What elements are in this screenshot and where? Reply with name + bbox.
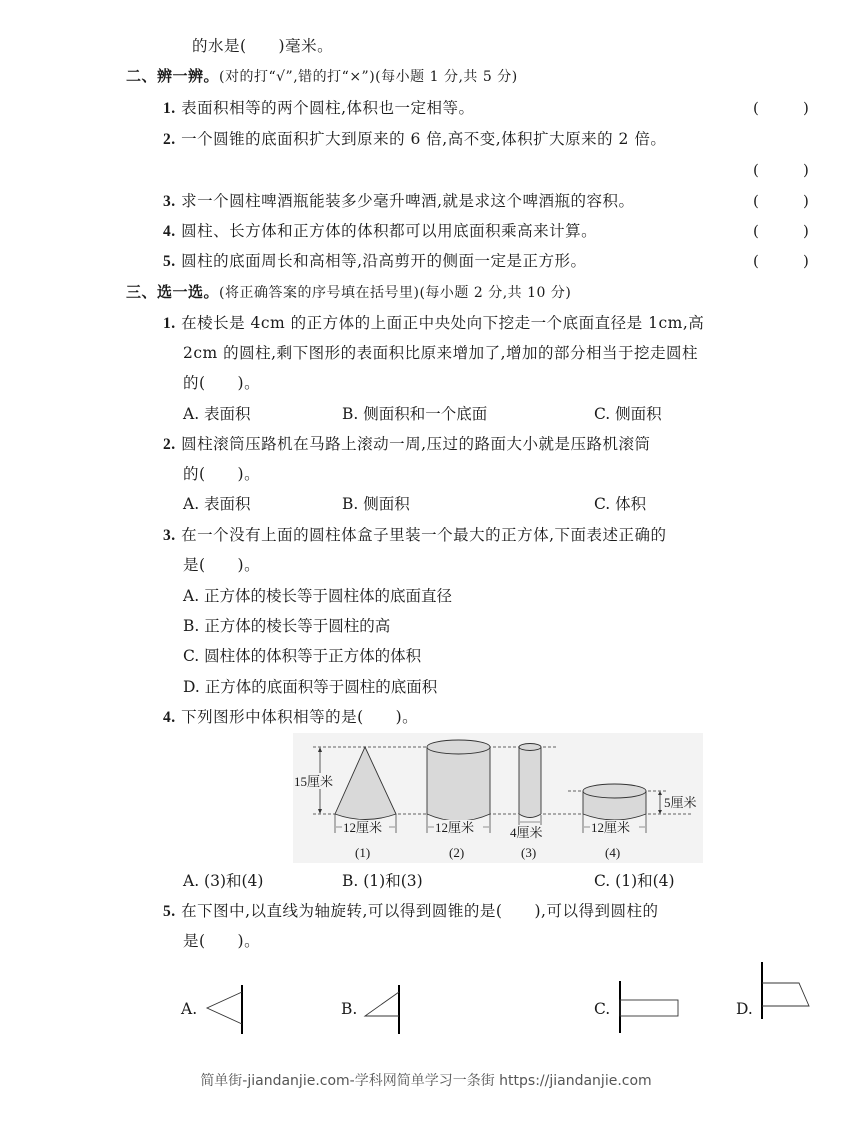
q2-option-b[interactable]: B. 侧面积 [342, 495, 410, 513]
item-number: 1. [163, 100, 176, 117]
section-3-heading [126, 282, 571, 303]
q5-figure-b-label[interactable]: B. [341, 1000, 358, 1018]
q3-line-1 [163, 525, 667, 546]
paren-close: ) [803, 161, 809, 179]
question-text: 下列图形中体积相等的是( )。 [181, 708, 419, 726]
q3-option-c[interactable]: C. 圆柱体的体积等于正方体的体积 [183, 647, 422, 665]
question-number: 5. [163, 903, 176, 920]
section-3-title: 三、选一选。 [126, 283, 220, 301]
q4-solids-figure [293, 733, 703, 863]
paren-open: ( [753, 99, 759, 117]
q3-line-2: 是( )。 [183, 556, 261, 574]
q1-line-2: 2cm 的圆柱,剩下图形的表面积比原来增加了,增加的部分相当于挖走圆柱 [183, 344, 699, 362]
question-text: 在下图中,以直线为轴旋转,可以得到圆锥的是( ),可以得到圆柱的 [181, 902, 659, 920]
previous-question-continuation: 的水是( )毫米。 [192, 37, 334, 55]
item-text: 求一个圆柱啤酒瓶能装多少毫升啤酒,就是求这个啤酒瓶的容积。 [181, 192, 635, 210]
q1-option-c[interactable]: C. 侧面积 [594, 405, 662, 423]
paren-open: ( [753, 222, 759, 240]
shape-4-label: (4) [605, 845, 621, 860]
paren-close: ) [803, 252, 809, 270]
cylinder-4-diameter-label: 12厘米 [591, 820, 631, 835]
paren-close: ) [803, 222, 809, 240]
question-text: 圆柱滚筒压路机在马路上滚动一周,压过的路面大小就是压路机滚筒 [181, 435, 651, 453]
tf-item-1 [163, 98, 475, 119]
cylinder-2-diameter-label: 12厘米 [435, 820, 475, 835]
q5-figure-a-label[interactable]: A. [181, 1000, 198, 1018]
question-text: 在一个没有上面的圆柱体盒子里装一个最大的正方体,下面表述正确的 [181, 526, 667, 544]
item-text: 一个圆锥的底面积扩大到原来的 6 倍,高不变,体积扩大原来的 2 倍。 [181, 130, 667, 148]
shape-3-label: (3) [521, 845, 537, 860]
q5-figure-b-right-triangle [360, 978, 410, 1038]
q3-option-b[interactable]: B. 正方体的棱长等于圆柱的高 [183, 617, 391, 635]
q4-line-1 [163, 707, 418, 728]
q4-option-c[interactable]: C. (1)和(4) [594, 872, 675, 890]
q1-option-b[interactable]: B. 侧面积和一个底面 [342, 405, 488, 423]
item-text: 圆柱、长方体和正方体的体积都可以用底面积乘高来计算。 [181, 222, 598, 240]
q1-option-a[interactable]: A. 表面积 [183, 405, 251, 423]
q4-option-a[interactable]: A. (3)和(4) [183, 872, 264, 890]
section-3-note: (将正确答案的序号填在括号里)(每小题 2 分,共 10 分) [219, 285, 572, 301]
section-2-title: 二、辨一辨。 [126, 67, 220, 85]
question-number: 2. [163, 436, 176, 453]
item-number: 5. [163, 253, 176, 270]
paren-close: ) [803, 99, 809, 117]
q2-line-1 [163, 434, 651, 455]
q2-line-2: 的( )。 [183, 465, 261, 483]
tf-item-4 [163, 221, 597, 242]
q5-figure-c-rectangle [612, 978, 687, 1038]
q5-figure-a-triangle [200, 978, 250, 1038]
q5-line-2: 是( )。 [183, 932, 261, 950]
question-number: 4. [163, 709, 176, 726]
section-2-note: (对的打“√”,错的打“×”)(每小题 1 分,共 5 分) [219, 69, 518, 85]
paren-open: ( [753, 161, 759, 179]
q5-figure-c-label[interactable]: C. [594, 1000, 611, 1018]
item-text: 表面积相等的两个圆柱,体积也一定相等。 [181, 99, 475, 117]
q2-option-a[interactable]: A. 表面积 [183, 495, 251, 513]
height-label-5: 5厘米 [664, 795, 697, 810]
item-number: 4. [163, 223, 176, 240]
q4-option-b[interactable]: B. (1)和(3) [342, 872, 423, 890]
q5-figure-d-trapezoid [754, 960, 814, 1022]
solids-diagram [293, 733, 703, 863]
shape-1-label: (1) [355, 845, 371, 860]
paren-close: ) [803, 192, 809, 210]
height-label-15: 15厘米 [294, 774, 334, 789]
tf-item-3 [163, 191, 635, 212]
footer-watermark: 简单街-jiandanjie.com-学科网简单学习一条街 https://jiandanjie.com [200, 1073, 652, 1089]
q5-line-1 [163, 901, 658, 922]
tf-item-2 [163, 129, 666, 150]
item-number: 3. [163, 193, 176, 210]
question-text: 在棱长是 4cm 的正方体的上面正中央处向下挖走一个底面直径是 1cm,高 [181, 314, 705, 332]
cone-diameter-label: 12厘米 [343, 820, 383, 835]
section-2-heading [126, 66, 518, 87]
q3-option-a[interactable]: A. 正方体的棱长等于圆柱体的底面直径 [183, 587, 453, 605]
question-number: 3. [163, 527, 176, 544]
q1-line-1 [163, 313, 704, 334]
paren-open: ( [753, 192, 759, 210]
q5-figure-d-label[interactable]: D. [736, 1000, 753, 1018]
q1-line-3: 的( )。 [183, 374, 261, 392]
paren-open: ( [753, 252, 759, 270]
question-number: 1. [163, 315, 176, 332]
shape-2-label: (2) [449, 845, 465, 860]
tf-item-5 [163, 251, 587, 272]
cylinder-3-diameter-label: 4厘米 [510, 825, 543, 840]
item-text: 圆柱的底面周长和高相等,沿高剪开的侧面一定是正方形。 [181, 252, 587, 270]
q3-option-d[interactable]: D. 正方体的底面积等于圆柱的底面积 [183, 678, 438, 696]
item-number: 2. [163, 131, 176, 148]
q2-option-c[interactable]: C. 体积 [594, 495, 647, 513]
